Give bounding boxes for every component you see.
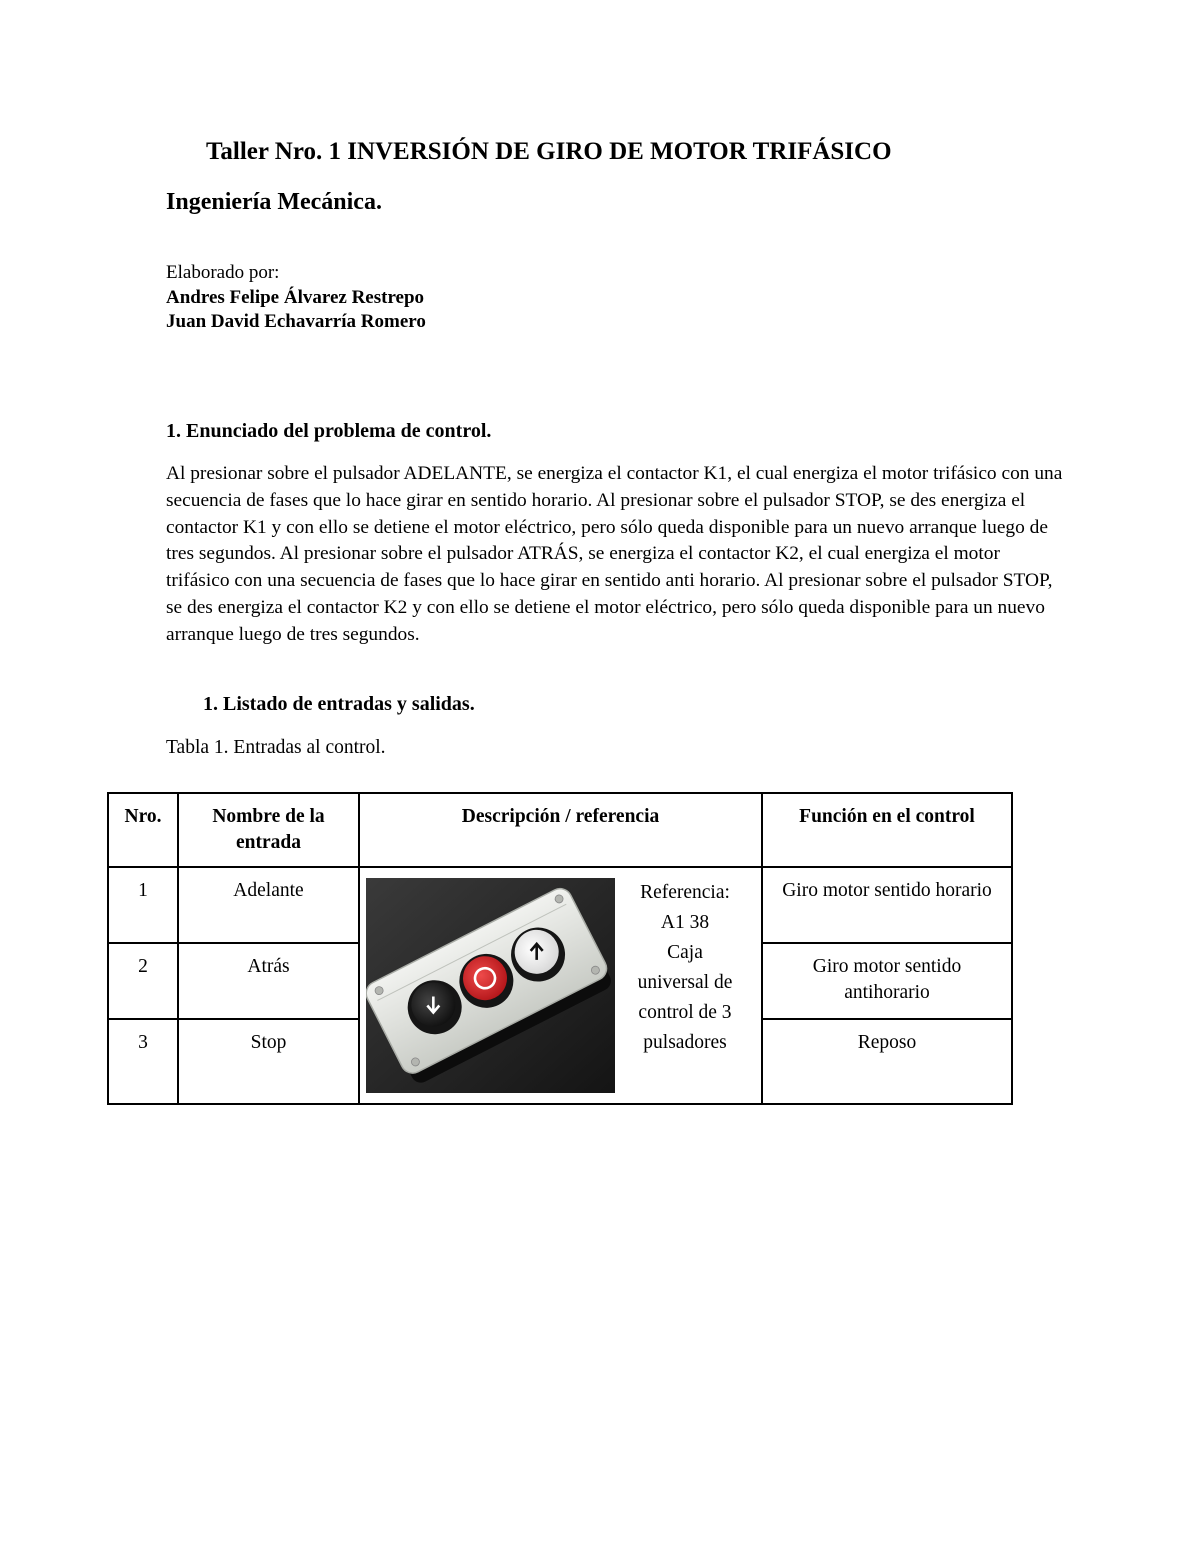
- reference-description: [615, 878, 755, 1058]
- cell-function: Giro motor sentido antihorario: [762, 943, 1012, 1019]
- cell-nro: 2: [108, 943, 178, 1019]
- cell-nro: 1: [108, 867, 178, 943]
- cell-function: Reposo: [762, 1019, 1012, 1104]
- header-input-name: Nombre de la entrada: [178, 793, 359, 867]
- header-description: Descripción / referencia: [359, 793, 762, 867]
- reference-line: universal de: [637, 972, 733, 993]
- cell-description: [359, 867, 762, 1104]
- author-name: Andres Felipe Álvarez Restrepo: [166, 287, 425, 308]
- reference-line: control de 3: [638, 1002, 732, 1023]
- problem-statement: Al presionar sobre el pulsador ADELANTE, se energiza el contactor K1, el cual energiza el motor trifásico con una secuencia de fases que lo hace girar en sentido horario. Al presionar sobre el pulsador STOP, se des energiza el contactor K1 y con ello se detiene el motor eléctrico, pero sólo queda disponible para un nuevo arranque luego de tres segundos. Al presionar sobre el pulsador ATRÁS, se energiza el contactor K2, el cual energiza el motor trifásico con una secuencia de fases que lo hace girar en sentido anti horario. Al presionar sobre el pulsador STOP, se des energiza el contactor K2 y con ello se detiene el motor eléctrico, pero sólo queda disponible para un nuevo arranque luego de tres segundos.: [166, 463, 1063, 645]
- document-subtitle: Ingeniería Mecánica.: [166, 189, 382, 215]
- byline-label: Elaborado por:: [166, 262, 280, 283]
- reference-line: A1 38: [660, 912, 710, 933]
- table-caption: Tabla 1. Entradas al control.: [166, 737, 386, 758]
- reference-line: Referencia:: [640, 882, 730, 903]
- author-name: Juan David Echavarría Romero: [166, 311, 426, 332]
- table-header-row: [108, 793, 1012, 867]
- header-function: Función en el control: [762, 793, 1012, 867]
- table-row: [108, 867, 1012, 943]
- section-heading: 1. Enunciado del problema de control.: [166, 420, 492, 442]
- reference-line: pulsadores: [643, 1032, 727, 1053]
- cell-input-name: Stop: [178, 1019, 359, 1104]
- cell-input-name: Atrás: [178, 943, 359, 1019]
- subsection-heading: 1. Listado de entradas y salidas.: [203, 693, 475, 715]
- cell-input-name: Adelante: [178, 867, 359, 943]
- header-nro: Nro.: [108, 793, 178, 867]
- pushbutton-box-photo: [366, 878, 615, 1093]
- cell-function: Giro motor sentido horario: [762, 867, 1012, 943]
- inputs-table: [107, 792, 1013, 1105]
- cell-nro: 3: [108, 1019, 178, 1104]
- reference-line: Caja: [667, 942, 703, 963]
- document-title: Taller Nro. 1 INVERSIÓN DE GIRO DE MOTOR TRIFÁSICO: [206, 138, 892, 165]
